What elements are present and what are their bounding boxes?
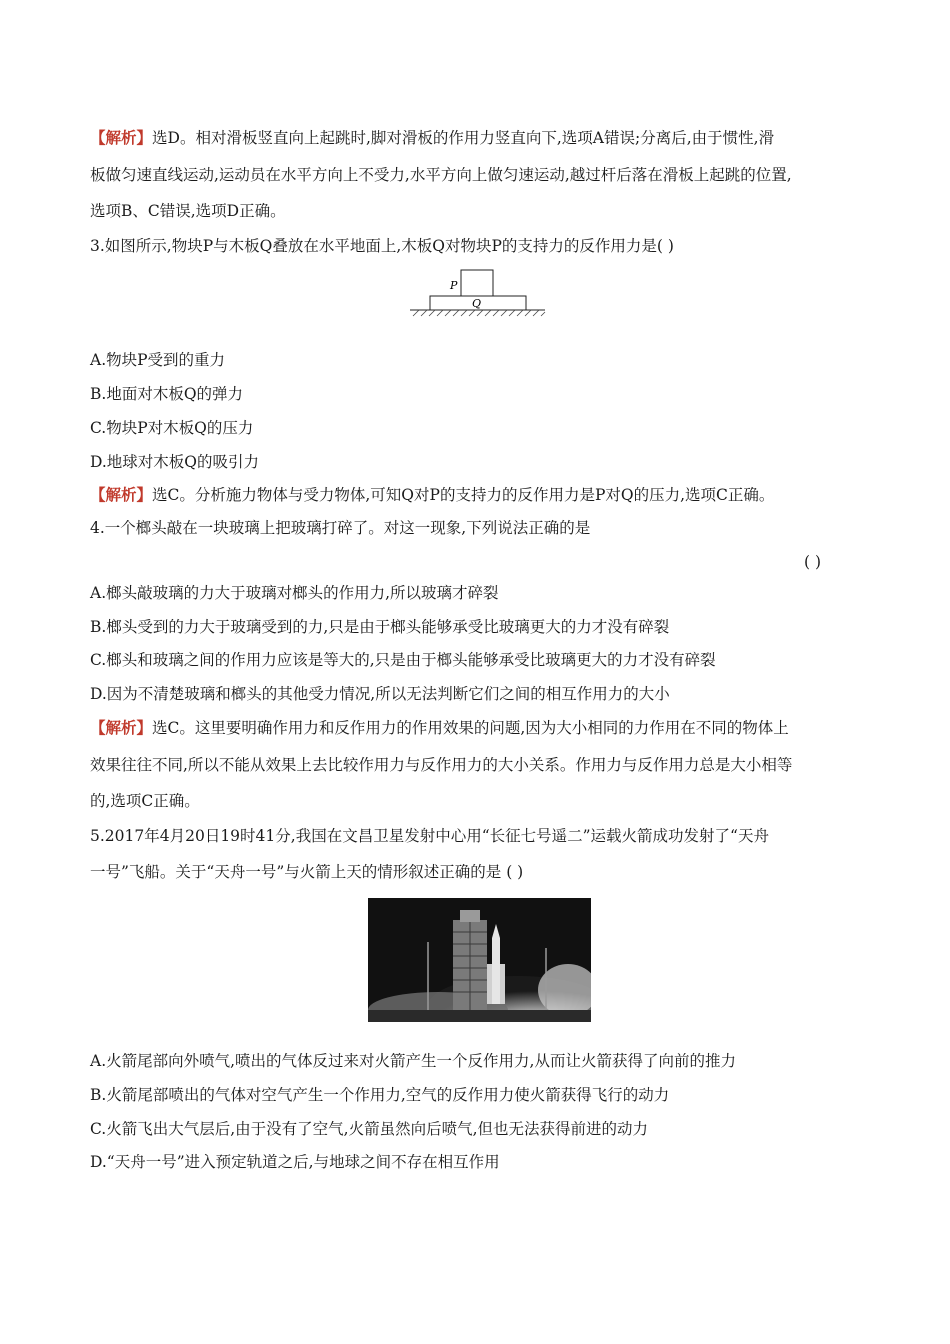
block-board-figure <box>405 268 550 326</box>
q4-explanation-text-1: 选C。这里要明确作用力和反作用力的作用效果的问题,因为大小相同的力作用在不同的物体上 <box>152 719 789 737</box>
q2-explanation-text-1: 选D。相对滑板竖直向上起跳时,脚对滑板的作用力竖直向下,选项A错误;分离后,由于惯性,滑 <box>152 129 775 147</box>
explanation-tag: 【解析】 <box>90 718 153 737</box>
q4-option-c: C.榔头和玻璃之间的作用力应该是等大的,只是由于榔头能够承受比玻璃更大的力才没有碎裂 <box>90 651 716 669</box>
q4-stem: 4.一个榔头敲在一块玻璃上把玻璃打碎了。对这一现象,下列说法正确的是 <box>90 519 591 537</box>
q5-option-c: C.火箭飞出大气层后,由于没有了空气,火箭虽然向后喷气,但也无法获得前进的动力 <box>90 1120 649 1138</box>
q4-explanation-line-2: 效果往往不同,所以不能从效果上去比较作用力与反作用力的大小关系。作用力与反作用力总是大小相等 <box>90 756 793 774</box>
q3-stem: 3.如图所示,物块P与木板Q叠放在水平地面上,木板Q对物块P的支持力的反作用力是( ) <box>90 237 674 255</box>
label-p: P <box>450 279 458 292</box>
q5-option-b: B.火箭尾部喷出的气体对空气产生一个作用力,空气的反作用力使火箭获得飞行的动力 <box>90 1086 670 1104</box>
q3-option-c: C.物块P对木板Q的压力 <box>90 419 254 437</box>
q4-option-d: D.因为不清楚玻璃和榔头的其他受力情况,所以无法判断它们之间的相互作用力的大小 <box>90 685 670 703</box>
q3-option-d: D.地球对木板Q的吸引力 <box>90 453 260 471</box>
q4-explanation-line-1 <box>90 718 789 738</box>
explanation-tag: 【解析】 <box>90 128 153 147</box>
q3-explanation <box>90 485 774 505</box>
q5-stem-line-2: 一号”飞船。关于“天舟一号”与火箭上天的情形叙述正确的是 ( ) <box>90 863 524 881</box>
q4-option-b: B.榔头受到的力大于玻璃受到的力,只是由于榔头能够承受比玻璃更大的力才没有碎裂 <box>90 618 670 636</box>
rocket-launch-photo <box>368 898 591 1022</box>
q4-answer-blank: ( ) <box>804 553 822 571</box>
q2-explanation-line-2: 板做匀速直线运动,运动员在水平方向上不受力,水平方向上做匀速运动,越过杆后落在滑板上起跳的位置, <box>90 166 792 184</box>
q5-option-a: A.火箭尾部向外喷气,喷出的气体反过来对火箭产生一个反作用力,从而让火箭获得了向前的推力 <box>90 1052 736 1070</box>
q2-explanation-line-1 <box>90 128 774 148</box>
q3-option-a: A.物块P受到的重力 <box>90 351 226 369</box>
q3-explanation-text: 选C。分析施力物体与受力物体,可知Q对P的支持力的反作用力是P对Q的压力,选项C正确。 <box>152 486 775 504</box>
q5-stem-line-1: 5.2017年4月20日19时41分,我国在文昌卫星发射中心用“长征七号遥二”运载火箭成功发射了“天舟 <box>90 827 769 845</box>
q5-option-d: D.“天舟一号”进入预定轨道之后,与地球之间不存在相互作用 <box>90 1153 500 1171</box>
q4-option-a: A.榔头敲玻璃的力大于玻璃对榔头的作用力,所以玻璃才碎裂 <box>90 584 499 602</box>
label-q: Q <box>472 297 482 310</box>
q3-option-b: B.地面对木板Q的弹力 <box>90 385 244 403</box>
q2-explanation-line-3: 选项B、C错误,选项D正确。 <box>90 202 286 220</box>
explanation-tag: 【解析】 <box>90 485 153 504</box>
q4-explanation-line-3: 的,选项C正确。 <box>90 792 200 810</box>
